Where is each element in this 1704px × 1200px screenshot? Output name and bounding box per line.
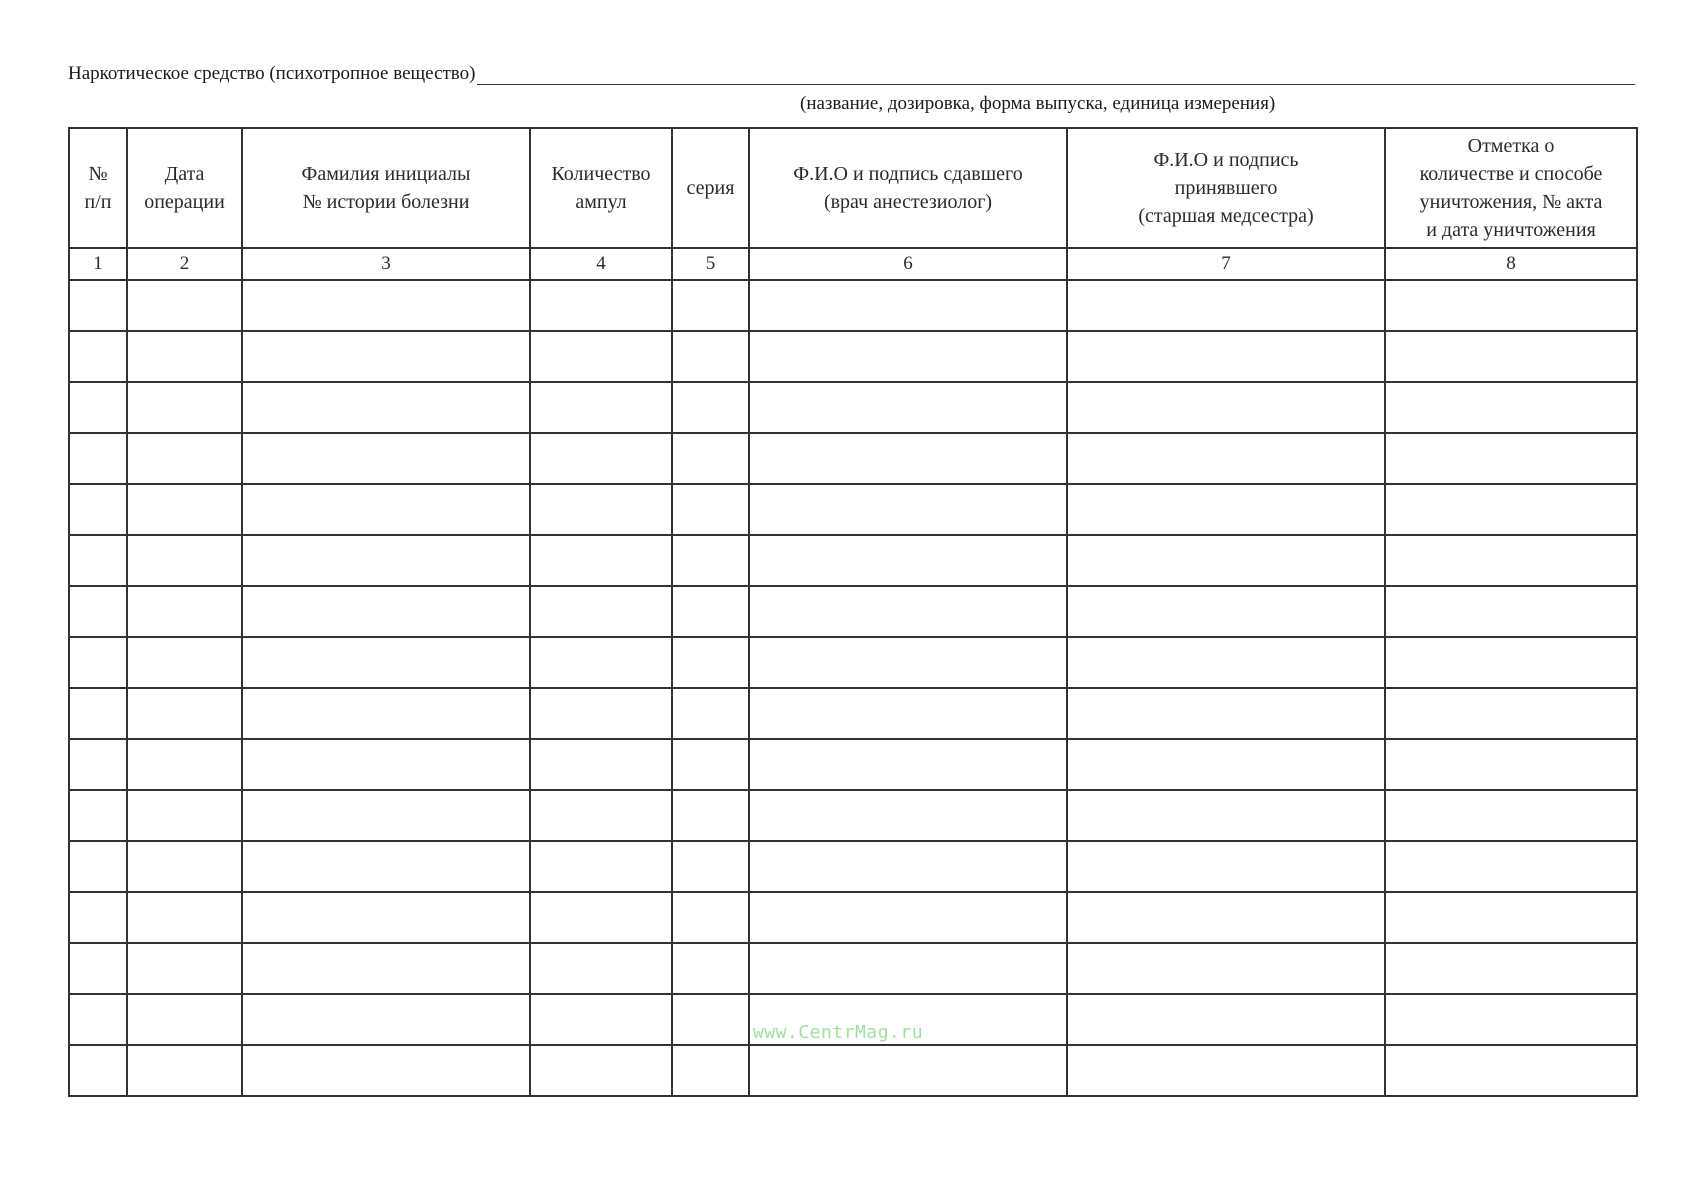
table-cell-num xyxy=(69,841,127,892)
table-cell-received_by xyxy=(1067,892,1385,943)
table-cell-date xyxy=(127,433,242,484)
table-cell-patient xyxy=(242,433,530,484)
table-cell-patient xyxy=(242,382,530,433)
table-row xyxy=(69,892,1637,943)
table-cell-ampoules xyxy=(530,382,672,433)
table-cell-date xyxy=(127,994,242,1045)
table-cell-date xyxy=(127,484,242,535)
table-cell-handed_by xyxy=(749,280,1067,331)
table-cell-ampoules xyxy=(530,331,672,382)
table-cell-patient xyxy=(242,892,530,943)
table-cell-handed_by xyxy=(749,535,1067,586)
table-cell-ampoules xyxy=(530,433,672,484)
table-cell-ampoules xyxy=(530,841,672,892)
table-cell-num xyxy=(69,433,127,484)
table-cell-destruction xyxy=(1385,943,1637,994)
table-cell-date xyxy=(127,382,242,433)
column-number: 4 xyxy=(530,248,672,280)
table-cell-patient xyxy=(242,688,530,739)
column-header-destruction: Отметка о количестве и способе уничтожения, № акта и дата уничтожения xyxy=(1385,128,1637,248)
table-cell-series xyxy=(672,1045,749,1096)
table-cell-series xyxy=(672,943,749,994)
table-cell-series xyxy=(672,790,749,841)
table-cell-num xyxy=(69,280,127,331)
table-cell-destruction xyxy=(1385,331,1637,382)
table-cell-patient xyxy=(242,994,530,1045)
column-number: 5 xyxy=(672,248,749,280)
column-header-handed-by: Ф.И.О и подпись сдавшего (врач анестезиолог) xyxy=(749,128,1067,248)
table-cell-received_by xyxy=(1067,688,1385,739)
table-cell-patient xyxy=(242,790,530,841)
table-cell-ampoules xyxy=(530,637,672,688)
table-row xyxy=(69,280,1637,331)
table-row xyxy=(69,484,1637,535)
table-cell-num xyxy=(69,637,127,688)
table-cell-num xyxy=(69,790,127,841)
table-cell-patient xyxy=(242,586,530,637)
table-cell-date xyxy=(127,535,242,586)
table-cell-destruction xyxy=(1385,1045,1637,1096)
table-cell-num xyxy=(69,382,127,433)
table-cell-destruction xyxy=(1385,688,1637,739)
table-cell-series xyxy=(672,637,749,688)
table-cell-destruction xyxy=(1385,892,1637,943)
table-cell-ampoules xyxy=(530,892,672,943)
table-cell-received_by xyxy=(1067,739,1385,790)
table-cell-date xyxy=(127,790,242,841)
table-cell-series xyxy=(672,433,749,484)
table-cell-received_by xyxy=(1067,637,1385,688)
table-cell-patient xyxy=(242,484,530,535)
table-cell-destruction xyxy=(1385,994,1637,1045)
table-cell-handed_by xyxy=(749,433,1067,484)
table-cell-series xyxy=(672,688,749,739)
table-cell-series xyxy=(672,280,749,331)
table-cell-received_by xyxy=(1067,484,1385,535)
table-cell-ampoules xyxy=(530,739,672,790)
table-cell-handed_by xyxy=(749,739,1067,790)
table-cell-num xyxy=(69,943,127,994)
table-cell-destruction xyxy=(1385,484,1637,535)
table-cell-destruction xyxy=(1385,280,1637,331)
table-row xyxy=(69,331,1637,382)
table-cell-date xyxy=(127,586,242,637)
table-cell-num xyxy=(69,688,127,739)
table-cell-series xyxy=(672,841,749,892)
table-row xyxy=(69,841,1637,892)
table-cell-series xyxy=(672,331,749,382)
table-cell-received_by xyxy=(1067,994,1385,1045)
table-cell-handed_by xyxy=(749,892,1067,943)
column-number: 8 xyxy=(1385,248,1637,280)
substance-hint: (название, дозировка, форма выпуска, единица измерения) xyxy=(800,93,1276,114)
column-header-series: серия xyxy=(672,128,749,248)
table-cell-received_by xyxy=(1067,382,1385,433)
column-number: 7 xyxy=(1067,248,1385,280)
table-cell-patient xyxy=(242,535,530,586)
table-cell-num xyxy=(69,739,127,790)
table-cell-date xyxy=(127,1045,242,1096)
table-cell-handed_by xyxy=(749,1045,1067,1096)
table-cell-series xyxy=(672,739,749,790)
table-cell-series xyxy=(672,382,749,433)
table-cell-date xyxy=(127,739,242,790)
table-cell-patient xyxy=(242,1045,530,1096)
document-header xyxy=(68,62,1635,122)
table-cell-handed_by xyxy=(749,331,1067,382)
table-cell-ampoules xyxy=(530,790,672,841)
table-cell-series xyxy=(672,586,749,637)
table-cell-series xyxy=(672,892,749,943)
table-cell-date xyxy=(127,841,242,892)
table-row xyxy=(69,535,1637,586)
table-cell-ampoules xyxy=(530,994,672,1045)
table-row xyxy=(69,433,1637,484)
table-cell-date xyxy=(127,637,242,688)
table-cell-patient xyxy=(242,739,530,790)
table-cell-handed_by xyxy=(749,943,1067,994)
table-row xyxy=(69,1045,1637,1096)
table-cell-ampoules xyxy=(530,484,672,535)
table-row xyxy=(69,637,1637,688)
table-cell-received_by xyxy=(1067,331,1385,382)
table-cell-date xyxy=(127,892,242,943)
table-cell-received_by xyxy=(1067,790,1385,841)
table-cell-destruction xyxy=(1385,586,1637,637)
table-row xyxy=(69,586,1637,637)
column-header-received-by: Ф.И.О и подпись принявшего (старшая медсестра) xyxy=(1067,128,1385,248)
table-cell-series xyxy=(672,535,749,586)
table-cell-date xyxy=(127,280,242,331)
table-cell-date xyxy=(127,943,242,994)
table-row xyxy=(69,382,1637,433)
table-cell-received_by xyxy=(1067,943,1385,994)
table-cell-handed_by xyxy=(749,586,1067,637)
table-cell-num xyxy=(69,586,127,637)
table-cell-ampoules xyxy=(530,943,672,994)
column-number: 2 xyxy=(127,248,242,280)
table-cell-handed_by xyxy=(749,841,1067,892)
table-cell-destruction xyxy=(1385,433,1637,484)
table-cell-handed_by xyxy=(749,382,1067,433)
table-cell-series xyxy=(672,484,749,535)
table-cell-handed_by xyxy=(749,637,1067,688)
table-row xyxy=(69,790,1637,841)
table-cell-patient xyxy=(242,331,530,382)
table-cell-ampoules xyxy=(530,535,672,586)
table-cell-ampoules xyxy=(530,688,672,739)
table-cell-handed_by xyxy=(749,688,1067,739)
table-cell-destruction xyxy=(1385,739,1637,790)
column-header-num: № п/п xyxy=(69,128,127,248)
header-row xyxy=(69,128,1637,248)
column-number: 3 xyxy=(242,248,530,280)
column-number: 1 xyxy=(69,248,127,280)
table-cell-destruction xyxy=(1385,382,1637,433)
table-cell-date xyxy=(127,688,242,739)
table-cell-series xyxy=(672,994,749,1045)
table-cell-num xyxy=(69,994,127,1045)
table-cell-num xyxy=(69,1045,127,1096)
table-cell-destruction xyxy=(1385,841,1637,892)
watermark: www.CentrMag.ru xyxy=(753,1022,924,1043)
table-cell-num xyxy=(69,892,127,943)
column-header-patient: Фамилия инициалы № истории болезни xyxy=(242,128,530,248)
table-cell-destruction xyxy=(1385,535,1637,586)
column-number-row xyxy=(69,248,1637,280)
table-cell-destruction xyxy=(1385,637,1637,688)
table-row xyxy=(69,739,1637,790)
column-header-date: Дата операции xyxy=(127,128,242,248)
table-cell-date xyxy=(127,331,242,382)
table-cell-received_by xyxy=(1067,1045,1385,1096)
table-cell-destruction xyxy=(1385,790,1637,841)
table-cell-ampoules xyxy=(530,586,672,637)
substance-label: Наркотическое средство (психотропное вещество) xyxy=(68,63,476,84)
table-cell-patient xyxy=(242,943,530,994)
table-cell-received_by xyxy=(1067,586,1385,637)
table-cell-ampoules xyxy=(530,1045,672,1096)
table-cell-num xyxy=(69,484,127,535)
substance-blank-line xyxy=(477,62,1635,85)
table-cell-ampoules xyxy=(530,280,672,331)
table-cell-patient xyxy=(242,280,530,331)
table-row xyxy=(69,943,1637,994)
column-header-ampoules: Количество ампул xyxy=(530,128,672,248)
table-cell-handed_by xyxy=(749,484,1067,535)
table-cell-patient xyxy=(242,841,530,892)
table-cell-received_by xyxy=(1067,280,1385,331)
drug-log-table xyxy=(68,127,1638,1097)
table-cell-received_by xyxy=(1067,841,1385,892)
table-cell-received_by xyxy=(1067,535,1385,586)
substance-line xyxy=(68,62,1635,85)
table-cell-num xyxy=(69,535,127,586)
table-cell-patient xyxy=(242,637,530,688)
table-cell-handed_by xyxy=(749,790,1067,841)
table-cell-received_by xyxy=(1067,433,1385,484)
column-number: 6 xyxy=(749,248,1067,280)
table-cell-num xyxy=(69,331,127,382)
table-row xyxy=(69,688,1637,739)
